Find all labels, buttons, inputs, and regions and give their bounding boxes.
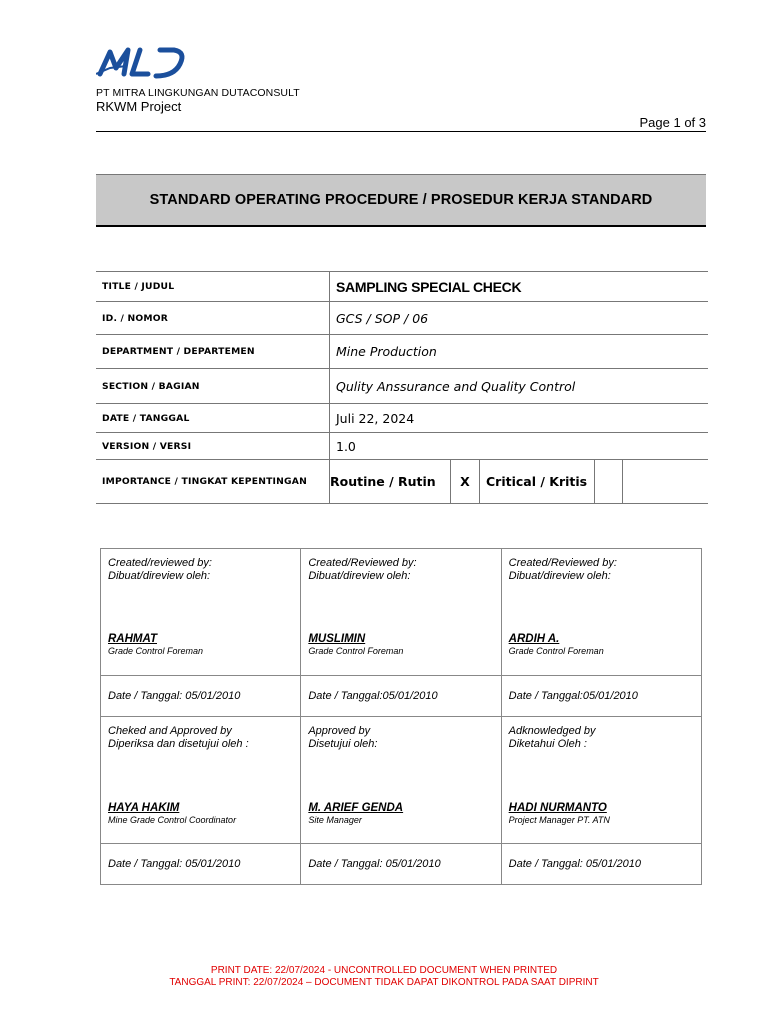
signature-date-row	[101, 844, 702, 885]
section-value: Qulity Anssurance and Quality Control	[330, 369, 709, 404]
date-label: DATE / TANGGAL	[96, 404, 330, 433]
signer-name: MUSLIMIN	[308, 633, 366, 645]
date-value: Juli 22, 2024	[330, 404, 709, 433]
title-value: SAMPLING SPECIAL CHECK	[330, 272, 709, 302]
version-label: VERSION / VERSI	[96, 433, 330, 460]
page-number: Page 1 of 3	[639, 115, 706, 130]
signature-cell	[301, 717, 501, 844]
signature-date: Date / Tanggal: 05/01/2010	[101, 844, 301, 885]
signature-date: Date / Tanggal: 05/01/2010	[101, 676, 301, 717]
company-logo	[96, 44, 192, 84]
info-row-department	[96, 335, 708, 369]
signature-cell	[501, 717, 701, 844]
title-label: TITLE / JUDUL	[96, 272, 330, 302]
importance-label: IMPORTANCE / TINGKAT KEPENTINGAN	[96, 460, 330, 504]
signer-name: RAHMAT	[108, 633, 157, 645]
info-row-section	[96, 369, 708, 404]
importance-routine-checkbox: X	[451, 460, 480, 503]
project-name: RKWM Project	[96, 99, 182, 114]
caption-id: Diketahui Oleh :	[508, 738, 587, 750]
print-disclaimer	[0, 965, 768, 989]
caption-en: Cheked and Approved by	[108, 725, 232, 737]
signer-name: ARDIH A.	[508, 633, 560, 645]
signature-date: Date / Tanggal: 05/01/2010	[501, 844, 701, 885]
caption-en: Created/Reviewed by:	[508, 557, 617, 569]
version-value: 1.0	[330, 433, 709, 460]
signer-role: Grade Control Foreman	[508, 646, 604, 656]
importance-critical-checkbox	[595, 460, 623, 503]
signer-name: HAYA HAKIM	[108, 802, 180, 814]
section-label: SECTION / BAGIAN	[96, 369, 330, 404]
signature-date: Date / Tanggal:05/01/2010	[501, 676, 701, 717]
signature-cell	[101, 549, 301, 676]
caption-id: Dibuat/direview oleh:	[308, 570, 411, 582]
signer-role: Project Manager PT. ATN	[508, 815, 610, 825]
info-row-title	[96, 272, 708, 302]
signature-row-approved	[101, 717, 702, 844]
caption-id: Diperiksa dan disetujui oleh :	[108, 738, 249, 750]
company-name: PT MITRA LINGKUNGAN DUTACONSULT	[96, 87, 300, 99]
info-row-date	[96, 404, 708, 433]
print-disclaimer-id: TANGGAL PRINT: 22/07/2024 – DOCUMENT TIDAK DAPAT DIKONTROL PADA SAAT DIPRINT	[169, 977, 599, 988]
signature-cell	[501, 549, 701, 676]
id-label: ID. / NOMOR	[96, 302, 330, 335]
info-row-version	[96, 433, 708, 460]
department-value: Mine Production	[330, 335, 709, 369]
signer-role: Mine Grade Control Coordinator	[108, 815, 237, 825]
document-info-table	[96, 271, 708, 504]
caption-id: Dibuat/direview oleh:	[108, 570, 211, 582]
caption-en: Adknowledged by	[508, 725, 596, 737]
signature-row-created	[101, 549, 702, 676]
caption-en: Created/Reviewed by:	[308, 557, 417, 569]
print-disclaimer-en: PRINT DATE: 22/07/2024 - UNCONTROLLED DOCUMENT WHEN PRINTED	[210, 965, 558, 976]
signer-role: Grade Control Foreman	[108, 646, 204, 656]
approval-signature-table	[100, 548, 702, 885]
signature-date: Date / Tanggal: 05/01/2010	[301, 844, 501, 885]
caption-id: Dibuat/direview oleh:	[508, 570, 611, 582]
signer-role: Grade Control Foreman	[308, 646, 404, 656]
signer-name: M. ARIEF GENDA	[308, 802, 404, 814]
importance-routine-label: Routine / Rutin	[324, 460, 451, 503]
signer-role: Site Manager	[308, 815, 362, 825]
info-row-id	[96, 302, 708, 335]
info-row-importance	[96, 460, 708, 504]
importance-options	[330, 460, 709, 504]
caption-en: Approved by	[308, 725, 371, 737]
signature-cell	[301, 549, 501, 676]
signer-name: HADI NURMANTO	[508, 802, 607, 814]
signature-date-row	[101, 676, 702, 717]
caption-en: Created/reviewed by:	[108, 557, 212, 569]
importance-critical-label: Critical / Kritis	[480, 460, 595, 503]
signature-cell	[101, 717, 301, 844]
department-label: DEPARTMENT / DEPARTEMEN	[96, 335, 330, 369]
signature-date: Date / Tanggal:05/01/2010	[301, 676, 501, 717]
caption-id: Disetujui oleh:	[308, 738, 378, 750]
document-type-banner: STANDARD OPERATING PROCEDURE / PROSEDUR KERJA STANDARD	[96, 174, 706, 227]
id-value: GCS / SOP / 06	[330, 302, 709, 335]
header-divider	[96, 131, 706, 132]
